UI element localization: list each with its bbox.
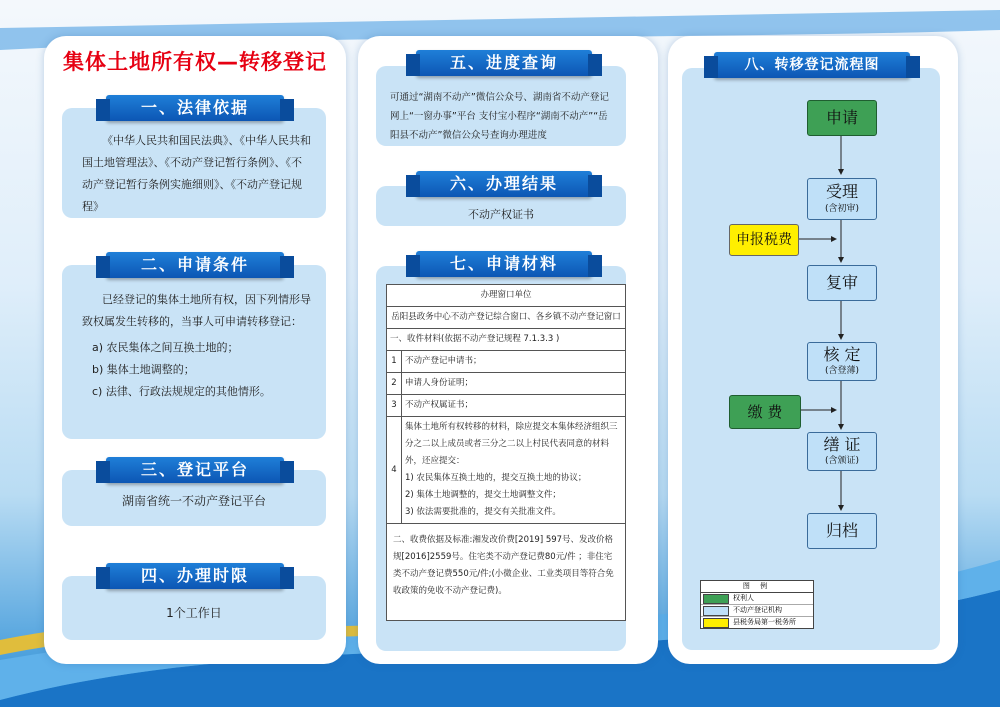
row4-sub-2: 2) 集体土地调整的，提交土地调整文件； [405,490,561,500]
conditions-intro: 已经登记的集体土地所有权，因下列情形导致权属发生转移的，当事人可申请转移登记： [82,293,311,328]
flow-tax: 申报税费 [729,224,799,256]
flow-pay: 缴 费 [729,395,801,429]
row-text: 申请人身份证明； [402,373,626,395]
legend-swatch [703,606,729,616]
heading-result: 六、办理结果 [416,171,592,197]
flow-issue-label: 缮 证 [823,435,861,454]
time-limit-text: 1个工作日 [166,606,222,620]
legend-item [701,593,813,605]
legend-label: 县税务局第一税务所 [733,618,796,626]
flow-archive: 归档 [807,513,877,549]
progress-text: 可通过“湖南不动产”微信公众号、湖南省不动产登记网上“一窗办事”平台 支付宝小程序“湖南不动产”“岳阳县不动产”微信公众号查询办理进度 [390,92,609,141]
condition-item-b: b) 集体土地调整的； [92,363,195,376]
result-text: 不动产权证书 [468,208,534,221]
row-number: 1 [387,351,402,373]
flow-accept-label: 受理 [825,182,858,201]
condition-item-c: c) 法律、行政法规规定的其他情形。 [92,385,271,398]
row4-sub-3: 3) 依法需要批准的，提交有关批准文件。 [405,507,561,517]
flow-review: 复审 [807,265,877,301]
legal-basis-text: 《中华人民共和国民法典》、《中华人民共和国土地管理法》、《不动产登记暂行条例》、《不动产登记暂行条例实施细则》、《不动产登记规程》 [82,134,311,213]
heading-time-limit: 四、办理时限 [106,563,284,589]
flow-apply: 申请 [807,100,877,136]
row-number: 2 [387,373,402,395]
legend-label: 权利人 [733,594,754,602]
panel-left [44,36,346,664]
flow-issue-sub: (含颁证) [824,456,860,466]
row-text: 不动产权属证书； [402,395,626,417]
legend-title: 图 例 [701,581,813,593]
flow-issue [807,432,877,471]
condition-item-a: a) 农民集体之间互换土地的； [92,341,239,354]
progress-box [376,66,626,146]
conditions-box [62,265,326,439]
table-header: 办理窗口单位 [387,285,626,307]
table-row [387,373,626,395]
row4-sub-1: 1) 农民集体互换土地的，提交互换土地的协议； [405,473,587,483]
row-number: 3 [387,395,402,417]
heading-materials: 七、申请材料 [416,251,592,277]
table-row [387,417,626,524]
heading-progress: 五、进度查询 [416,50,592,76]
flow-accept-sub: (含初审) [824,204,860,214]
heading-platform: 三、登记平台 [106,457,284,483]
table-row [387,351,626,373]
table-list-title: 一、收件材料(依据不动产登记规程 7.1.3.3 ) [387,329,626,351]
page-title: 集体土地所有权—转移登记 [63,50,327,74]
heading-legal-basis: 一、法律依据 [106,95,284,121]
flow-accept [807,178,877,220]
flow-verify [807,342,877,381]
heading-flowchart: 八、转移登记流程图 [714,52,910,78]
flow-verify-sub: (含登薄) [824,366,860,376]
legend-item [701,605,813,617]
row-text: 不动产登记申请书； [402,351,626,373]
legal-basis-box [62,108,326,218]
table-row [387,395,626,417]
legend-swatch [703,618,729,628]
legend [700,580,814,629]
materials-table [386,284,626,621]
row-number: 4 [387,417,402,524]
panel-middle [358,36,658,664]
table-fees: 二、收费依据及标准:湘发改价费[2019] 597号、发改价格规[2016]2559号。住宅类不动产登记费80元/件 ；非住宅类不动产登记费550元/件;(小微企业、工业类项目等符合免收政策的免收不动产登记费)。 [387,524,626,621]
heading-conditions: 二、申请条件 [106,252,284,278]
legend-label: 不动产登记机构 [733,606,782,614]
platform-text: 湖南省统一不动产登记平台 [121,494,266,508]
panel-right [668,36,958,664]
legend-item [701,617,813,628]
flow-verify-label: 核 定 [823,345,861,364]
row4-text: 集体土地所有权转移的材料，除应提交本集体经济组织三分之二以上成员或者三分之二以上村民代表同意的材料外，还应提交： [405,422,618,466]
table-unit: 岳阳县政务中心不动产登记综合窗口、各乡镇不动产登记窗口 [387,307,626,329]
legend-swatch [703,594,729,604]
